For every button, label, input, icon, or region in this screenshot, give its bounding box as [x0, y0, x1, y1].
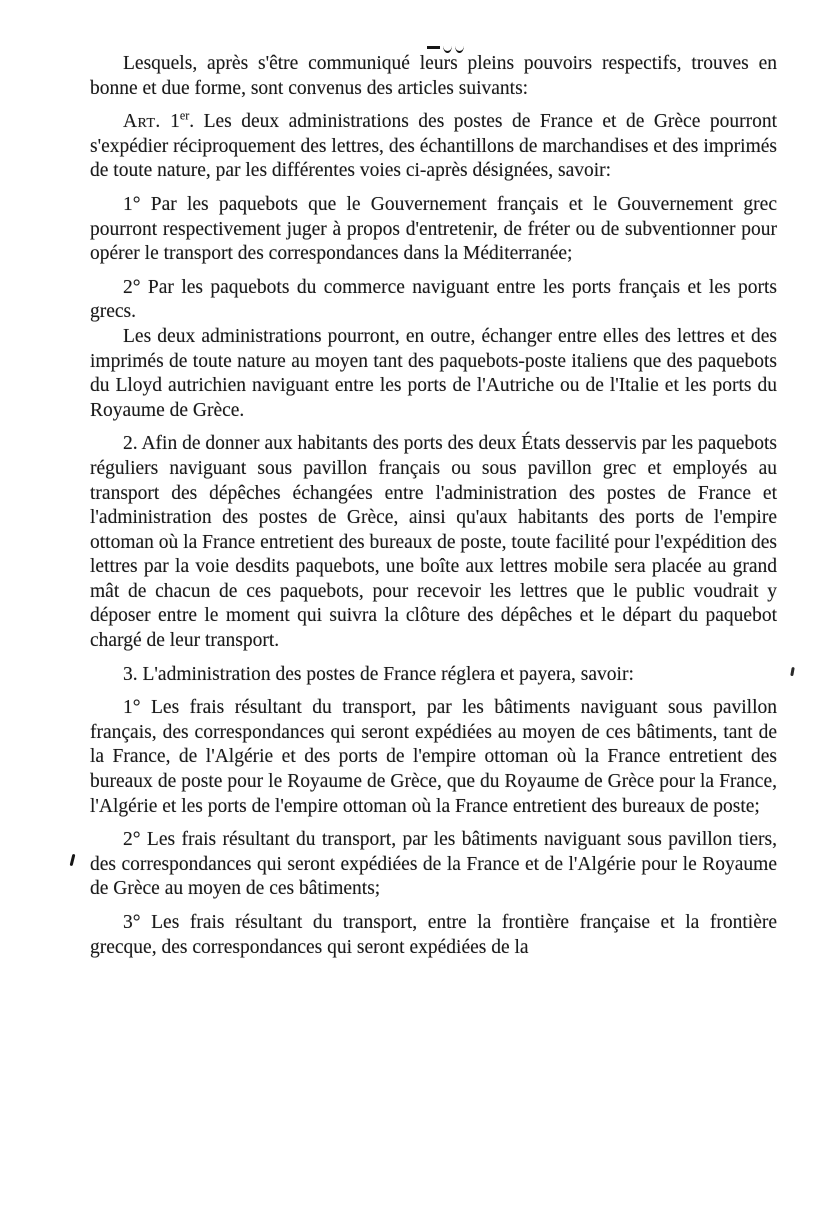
clause-voie-2: 2° Par les paquebots du commerce naviguant entre les ports français et les ports grecs.: [90, 276, 777, 323]
article-1-number: 1: [170, 111, 180, 133]
paragraph-article-3: 3. L'administration des postes de France réglera et payera, savoir:: [123, 663, 634, 685]
article-1-number-sup: er: [179, 108, 190, 123]
artifact-dash: [427, 46, 440, 49]
clause-voie-1: 1° Par les paquebots que le Gouvernement français et le Gouvernement grec pourront respectivement juger à propos d'entretenir, de fréter ou de subventionner pour opérer le transport des correspondances dans la Méditerranée;: [90, 193, 777, 265]
article-1-label: Art.: [123, 111, 161, 133]
left-margin-ink-mark: [70, 854, 76, 866]
clause-frais-1: 1° Les frais résultant du transport, par les bâtiments naviguant sous pavillon français, des correspondances qui seront expédiées au moyen de ces bâtiments, tant de la France, de l'Algérie et des ports de l'empire ottoman où la France entretient des bureaux de poste pour le Royaume de Grèce, que du Royaume de Grèce pour la France, l'Algérie et les ports de l'empire ottoman où la France entretient des bureaux de poste;: [90, 697, 777, 817]
clause-frais-2: 2° Les frais résultant du transport, par les bâtiments naviguant sous pavillon tiers, des correspondances qui seront expédiées de la France et de l'Algérie pour le Royaume de Grèce au moyen de ces bâtiments;: [90, 829, 777, 900]
paragraph-article-1: [90, 110, 777, 184]
paragraph-article-2: 2. Afin de donner aux habitants des ports des deux États desservis par les paquebots réguliers naviguant sous pavillon français ou sous pavillon grec et employés au transport des dépêches échangées entre l'administration des postes de France et l'administration des postes de Grèce, ainsi qu'aux habitants des ports de l'empire ottoman où la France entretient des bureaux de poste, toute facilité pour l'expédition des lettres par la voie desdits paquebots, une boîte aux lettres mobile sera placée au grand mât de chacun de ces paquebots, pour recevoir les lettres que le public voudrait y déposer entre le moment qui suivra la clôture des dépêches et le départ du paquebot chargé de leur transport.: [90, 433, 777, 652]
clause-frais-3: 3° Les frais résultant du transport, entre la frontière française et la frontière grecque, des correspondances qui seront expédiées de la: [90, 912, 777, 958]
document-body: [90, 52, 777, 960]
article-1-text: . Les deux administrations des postes de France et de Grèce pourront s'expédier réciproquement des lettres, des échantillons de marchandises et des imprimés de toute nature, par les différentes voies ci-après désignées, savoir:: [90, 111, 777, 182]
paragraph-additional-exchange: Les deux administrations pourront, en outre, échanger entre elles des lettres et des imprimés de toute nature au moyen tant des paquebots-poste italiens que des paquebots du Lloyd autrichien naviguant entre les ports de l'Autriche ou de l'Italie et les ports du Royaume de Grèce.: [90, 325, 777, 421]
paragraph-preamble: Lesquels, après s'être communiqué leurs pleins pouvoirs respectifs, trouves en bonne et due forme, sont convenus des articles suivants:: [90, 53, 777, 99]
right-margin-ink-mark: [790, 667, 794, 676]
